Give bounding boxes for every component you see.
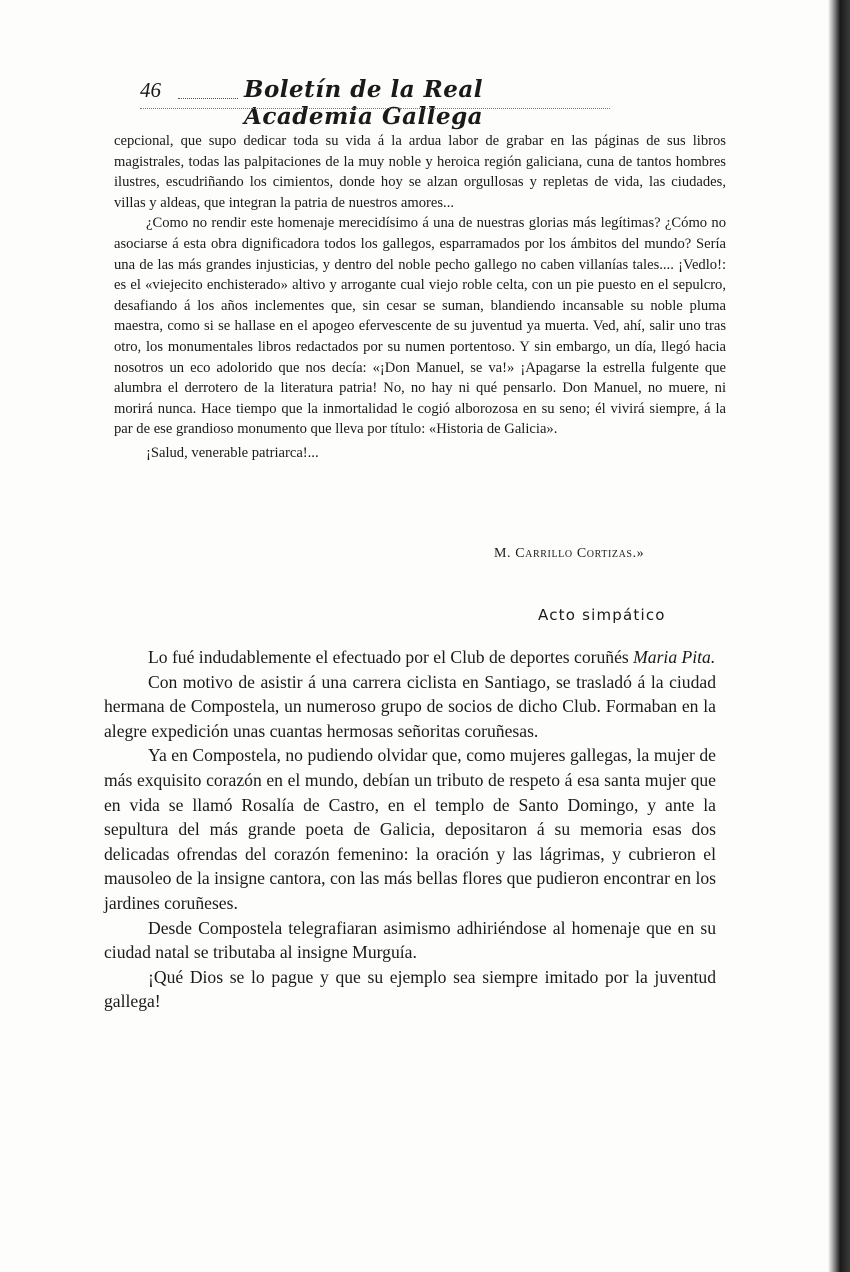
article-paragraph bbox=[104, 645, 716, 670]
running-title: Boletín de la Real Academia Gallega bbox=[244, 76, 484, 130]
article-paragraph: Desde Compostela telegrafiaran asimismo adhiriéndose al homenaje que en su ciudad natal se tributaba al insigne Murguía. bbox=[104, 917, 716, 963]
section-title: Acto simpático bbox=[538, 606, 666, 624]
letter-paragraph: ¿Como no rendir este homenaje merecidísimo á una de nuestras glorias más legítimas? ¿Cómo no asociarse á esta obra dignificadora todos los gallegos, esparramados por los ámbitos del mundo? Sería una de las más grandes injusticias, y dentro del noble pecho gallego no caben villanías tales.... ¡Vedlo!: es el «viejecito enchisterado» altivo y arrogante cual viejo roble celta, con un pie puesto en el sepulcro, desafiando á los años inclementes que, sin cesar se suman, blandiendo incansable su noble pluma maestra, como si se hallase en el apogeo efervescente de su juventud ya muerta. Ved, ahí, salir uno tras otro, los monumentales libros redactados por su numen portentoso. Y sin embargo, un día, llegó hacia nosotros un eco adolorido que nos decía: «¡Don Manuel, se va!» ¡Apagarse la estrella fulgente que alumbra el derrotero de la literatura patria! No, no hay ni qué pensarlo. Don Manuel, no muere, ni morirá nunca. Hace tiempo que la inmortalidad le cogió alborozosa en su seno; él vivirá siempre, á la par de ese grandioso monumento que lleva por título: «Historia de Galicia». bbox=[114, 215, 726, 438]
header-rule bbox=[140, 108, 610, 109]
article-lead-text: Lo fué indudablemente el efectuado por el Club de deportes coruñés bbox=[148, 647, 634, 667]
page-binding-edge bbox=[828, 0, 850, 1272]
page-number: 46 bbox=[140, 78, 161, 102]
article-paragraph: Ya en Compostela, no pudiendo olvidar que, como mujeres gallegas, la mujer de más exquisito corazón en el mundo, debían un tributo de respeto á esa santa mujer que en vida se llamó Rosalía de Castro, en el templo de Santo Domingo, y ante la sepultura del más grande poeta de Galicia, depositaron á su memoria esas dos delicadas ofrendas del corazón femenino: la oración y las lágrimas, y cubrieron el mausoleo de la insigne cantora, con las más bellas flores que pudieron encontrar en los jardines coruñeses. bbox=[104, 745, 716, 913]
letter-signature: M. Carrillo Cortizas.» bbox=[494, 546, 645, 561]
page-header bbox=[140, 76, 610, 130]
article-paragraph: Con motivo de asistir á una carrera ciclista en Santiago, se trasladó á la ciudad hermana de Compostela, un numeroso grupo de socios de dicho Club. Formaban en la alegre expedición unas cuantas hermosas señoritas coruñesas. bbox=[104, 671, 716, 741]
letter-salutation: ¡Salud, venerable patriarca!... bbox=[146, 444, 319, 461]
article-body bbox=[104, 645, 716, 1014]
header-leader-dots bbox=[178, 98, 238, 99]
club-name: Maria Pita. bbox=[633, 647, 716, 667]
letter-body bbox=[114, 131, 726, 464]
article-paragraph: ¡Qué Dios se lo pague y que su ejemplo sea siempre imitado por la juventud gallega! bbox=[104, 966, 716, 1012]
letter-paragraph: cepcional, que supo dedicar toda su vida á la ardua labor de grabar en las páginas de sus libros magistrales, todas las palpitaciones de la muy noble y heroica región galiciana, cuna de tantos hombres ilustres, escudriñando los cimientos, donde hoy se alzan orgullosas y repletas de vida, las ciudades, villas y aldeas, que integran la patria de nuestros amores... bbox=[114, 133, 726, 211]
